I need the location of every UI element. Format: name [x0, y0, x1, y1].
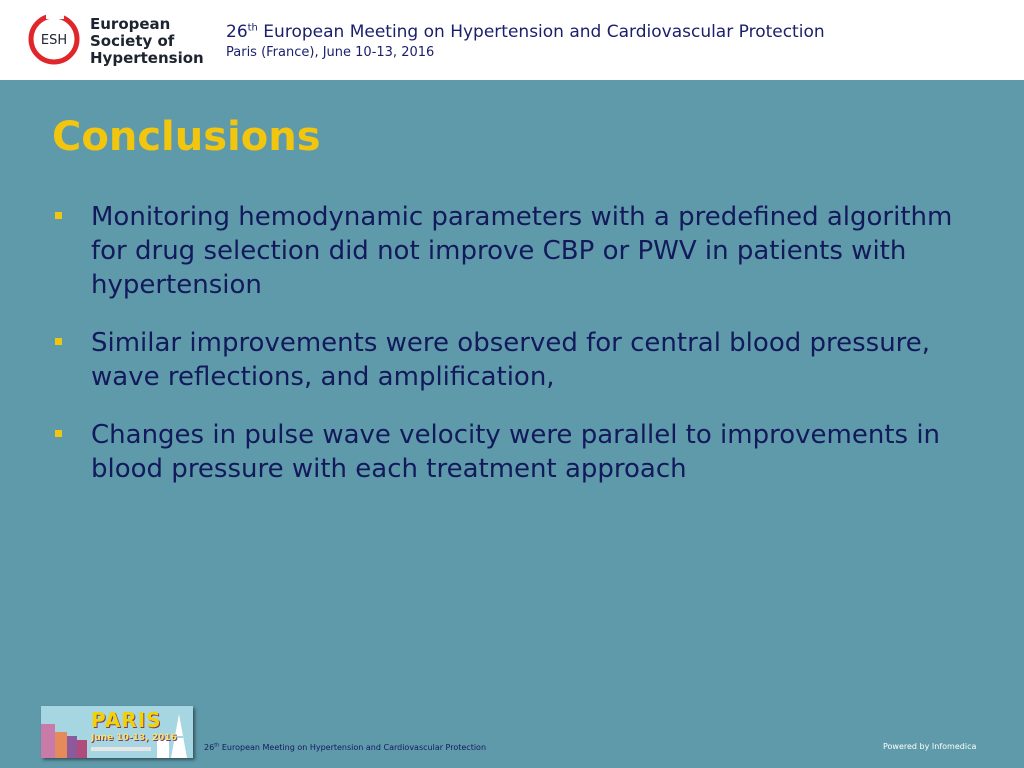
footer-meeting-name: European Meeting on Hypertension and Cardiovascular Protection	[219, 743, 487, 752]
header-bar	[0, 0, 1024, 80]
meeting-title	[226, 22, 825, 42]
meeting-location-date: Paris (France), June 10-13, 2016	[226, 45, 435, 60]
meeting-name: European Meeting on Hypertension and Cardiovascular Protection	[257, 22, 825, 42]
footer-meeting-number: 26	[204, 743, 215, 752]
slide-title: Conclusions	[52, 114, 321, 160]
square-bullet-icon	[55, 430, 62, 437]
footer-meeting-title	[204, 743, 486, 752]
square-bullet-icon	[55, 212, 62, 219]
meeting-number: 26	[226, 22, 248, 42]
thumbnail-strip	[91, 747, 151, 751]
thumbnail-date: June 10-13, 2016	[91, 733, 177, 743]
thumbnail-title: PARIS	[91, 708, 162, 732]
list-item	[52, 326, 972, 394]
logo-wordmark	[90, 16, 204, 67]
esh-logo-icon	[28, 13, 80, 65]
meeting-suffix: th	[247, 22, 258, 34]
conclusions-list	[52, 200, 972, 510]
logo-line-2: Society of	[90, 32, 175, 50]
logo-abbr: ESH	[40, 33, 68, 48]
list-item	[52, 418, 972, 486]
paris-congress-thumbnail	[41, 706, 193, 758]
bullet-text: Changes in pulse wave velocity were parallel to improvements in blood pressure with each treatment approach	[91, 420, 941, 484]
footer-meeting-suffix: th	[214, 742, 220, 749]
bullet-text: Monitoring hemodynamic parameters with a predefined algorithm for drug selection did not improve CBP or PWV in patients with hypertension	[91, 202, 953, 300]
bullet-text: Similar improvements were observed for central blood pressure, wave reflections, and amplification,	[91, 328, 931, 392]
logo-line-1: European	[90, 15, 171, 33]
logo-line-3: Hypertension	[90, 49, 204, 67]
powered-by: Powered by Infomedica	[883, 742, 977, 751]
list-item	[52, 200, 972, 302]
square-bullet-icon	[55, 338, 62, 345]
